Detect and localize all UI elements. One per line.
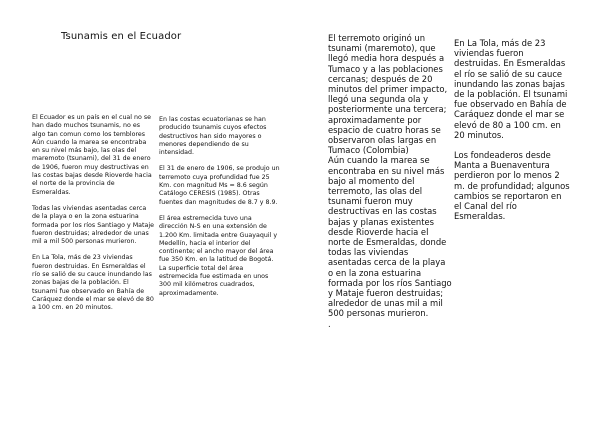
paragraph: En La Tola, más de 23 viviendas fueron destruidas. En Esmeraldas el río se salió de su cauce inundando las zonas bajas de la población. El tsunami fue observado en Bahía de Caráquez donde el mar se elevó de 80 a 100 cm. en 20 minutos. bbox=[454, 38, 568, 140]
page-title: Tsunamis en el Ecuador bbox=[61, 31, 182, 42]
left-column-2 bbox=[159, 116, 281, 306]
paragraph: En La Tola, más de 23 viviendas fueron destruidas. En Esmeraldas el río se salió de su cauce inundando las zonas bajas de la población. El tsunami fue observado en Bahía de Caráquez donde el mar se elevó de 80 a 100 cm. en 20 minutos. bbox=[32, 254, 154, 312]
left-column-1 bbox=[32, 114, 154, 321]
right-page bbox=[300, 0, 600, 424]
paragraph: El terremoto originó un tsunami (maremoto), que llegó media hora después a Tumaco y a las poblaciones cercanas; después de 20 minutos del primer impacto, llegó una segunda ola y posteriormente una tercera; aproximadamente por espacio de cuatro horas se observaron olas largas en Tumaco (Colombia) Aún cuando la marea se encontraba en su nivel más bajo al momento del terremoto, las olas del tsunami fueron muy destructivas en las costas bajas y planas existentes desde Rioverde hacia el norte de Esmeraldas, donde todas las viviendas asentadas cerca de la playa o en la zona estuarina formada por los ríos Santiago y Mataje fueron destruidas; alrededor de unas mil a mil 500 personas murieron. . bbox=[328, 33, 452, 329]
paragraph: Los fondeaderos desde Manta a Buenaventura perdieron por lo menos 2 m. de profundidad; algunos cambios se reportaron en el Canal del río Esmeraldas. bbox=[454, 150, 570, 222]
paragraph: Todas las viviendas asentadas cerca de la playa o en la zona estuarina formada por los ríos Santiago y Mataje fueron destruidas; alrededor de unas mil a mil 500 personas murieron. bbox=[32, 204, 154, 246]
paragraph: El 31 de enero de 1906, se produjo un terremoto cuya profundidad fue 25 Km. con magnitud Ms = 8.6 según Catálogo CERESIS (1985). Otras fuentes dan magnitudes de 8.7 y 8.9. bbox=[159, 165, 280, 206]
paragraph: El Ecuador es un país en el cual no se han dado muchos tsunamis, no es algo tan comun como los temblores Aún cuando la marea se encontraba en su nivel más bajo, las olas del maremoto (tsunami), del 31 de enero de 1906, fueron muy destructivas en las costas bajas desde Rioverde hacia el norte de la provincia de Esmeraldas. bbox=[32, 114, 152, 196]
right-column-2 bbox=[454, 38, 570, 231]
paragraph: El área estremecida tuvo una dirección N-S en una extensión de 1.200 Km. limitada entre Guayaquil y Medellín, hacia el interior del continente; el ancho mayor del área fue 350 Km. en la latitud de Bogotá. La superficie total del área estremecida fue estimada en unos 300 mil kilómetros cuadrados, aproximadamente. bbox=[159, 214, 278, 297]
paragraph: En las costas ecuatorianas se han producido tsunamis cuyos efectos destructivos han sido mayores o menores dependiendo de su intensidad. bbox=[159, 116, 267, 157]
right-column-1 bbox=[328, 33, 452, 339]
